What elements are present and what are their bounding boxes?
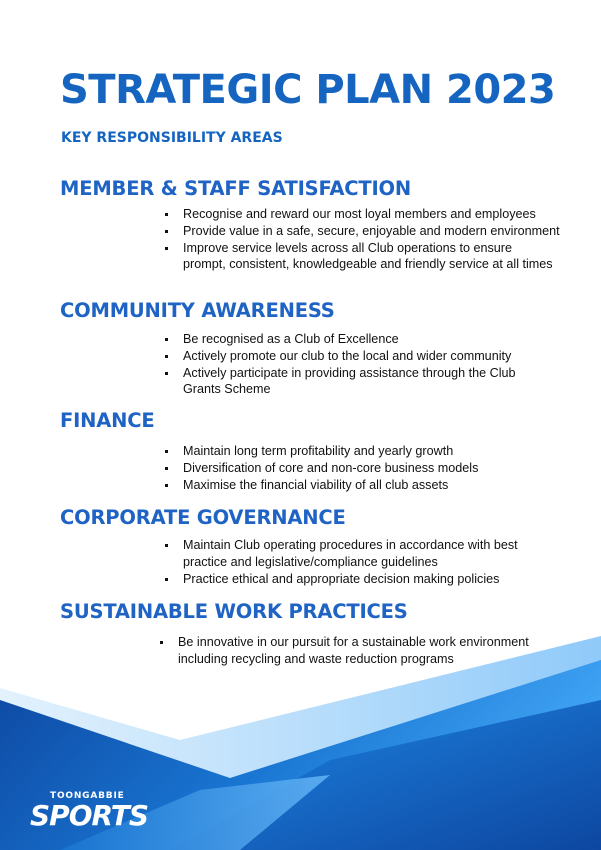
section-heading: MEMBER & STAFF SATISFACTION xyxy=(60,177,412,200)
section-community-awareness xyxy=(60,300,545,398)
section-sustainable-work-practices xyxy=(60,601,560,668)
bullet-item: Practice ethical and appropriate decision making policies xyxy=(165,571,555,588)
section-finance xyxy=(60,410,565,493)
page-title: STRATEGIC PLAN 2023 xyxy=(60,67,556,113)
bullet-item: Actively promote our club to the local and wider community xyxy=(165,348,545,365)
bullet-item: Be innovative in our pursuit for a sustainable work environment including recycling and waste reduction programs xyxy=(160,634,560,667)
bullet-item: Improve service levels across all Club operations to ensure prompt, consistent, knowledgeable and friendly service at all times xyxy=(165,240,553,273)
bullet-item: Diversification of core and non-core business models xyxy=(165,460,565,477)
bullet-item: Actively participate in providing assistance through the Club Grants Scheme xyxy=(165,365,545,398)
bullet-list xyxy=(165,331,545,397)
section-heading: CORPORATE GOVERNANCE xyxy=(60,506,346,529)
section-corporate-governance xyxy=(60,507,555,587)
section-heading: FINANCE xyxy=(60,409,155,432)
logo-top-text: TOONGABBIE xyxy=(50,791,125,801)
bullet-item: Provide value in a safe, secure, enjoyable and modern environment xyxy=(165,223,565,240)
section-member-staff-satisfaction xyxy=(60,178,565,273)
page-subtitle: KEY RESPONSIBILITY AREAS xyxy=(61,130,283,146)
bullet-item: Maintain long term profitability and yearly growth xyxy=(165,443,565,460)
bullet-item: Maintain Club operating procedures in accordance with best practice and legislative/compliance guidelines xyxy=(165,537,555,570)
bullet-list xyxy=(165,443,565,493)
bullet-item: Be recognised as a Club of Excellence xyxy=(165,331,545,348)
bullet-list xyxy=(165,537,555,587)
logo-main-text: SPORTS xyxy=(30,799,149,832)
section-heading: COMMUNITY AWARENESS xyxy=(60,299,335,322)
section-heading: SUSTAINABLE WORK PRACTICES xyxy=(60,600,408,623)
bullet-item: Recognise and reward our most loyal members and employees xyxy=(165,206,565,223)
bullet-list xyxy=(160,634,560,667)
bullet-list xyxy=(165,206,565,272)
bullet-item: Maximise the financial viability of all club assets xyxy=(165,477,565,494)
toongabbie-sports-logo xyxy=(30,792,148,830)
